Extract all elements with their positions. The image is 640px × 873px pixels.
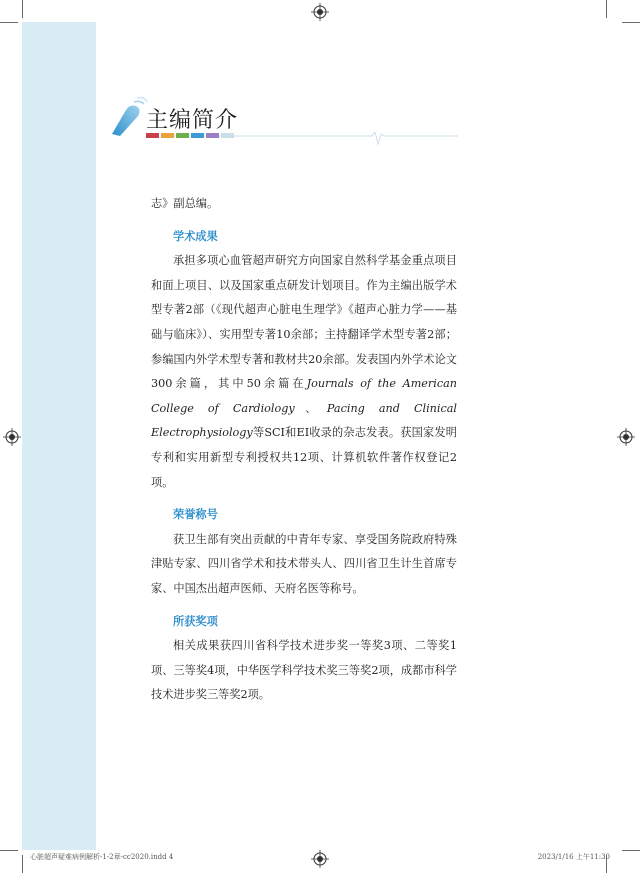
registration-mark-icon [617,428,635,446]
registration-mark-icon [311,850,329,868]
registration-mark-icon [311,3,329,21]
paragraph-text: 等SCI和EI收录的杂志发表。获国家发明专利和实用新型专利授权共12项、计算机软件著作权登记2项。 [151,426,457,489]
crop-mark [22,0,23,18]
section-heading-awards: 所获奖项 [173,614,218,628]
journal-name: Pacing and Clinical Electrophysiology [151,401,457,440]
section-heading-honors: 荣誉称号 [173,508,218,522]
crop-mark [622,22,640,23]
left-color-band [22,22,96,850]
section-heading-academic: 学术成果 [173,229,218,243]
file-slug: 心脏超声疑难病例解析-1-2章-cc2020.indd 4 [30,853,174,861]
color-swatch [206,133,219,138]
section-paragraph-honors: 获卫生部有突出贡献的中青年专家、享受国务院政府特殊津贴专家、四川省学术和技术带头人、四川省卫生计生首席专家、中国杰出超声医师、天府名医等称号。 [151,532,457,595]
section-paragraph-academic [151,249,457,495]
editor-bio-content [151,192,457,708]
paragraph-text: 承担多项心血管超声研究方向国家自然科学基金重点项目和面上项目、以及国家重点研发计划项目。作为主编出版学术型专著2部（《现代超声心脏电生理学》《超声心脏力学——基础与临床》）、实用型专著10余部；主持翻译学术型专著2部；参编国内外学术型专著和教材共20余部。发表国内外学术论文300余篇，其中50余篇在 [151,254,457,391]
crop-mark [0,850,18,851]
color-swatch [176,133,189,138]
registration-mark-icon [3,428,21,446]
journal-name: Journals of the American College of Cardiology [151,377,457,415]
color-swatch [221,133,234,138]
intro-line: 志》副总编。 [151,197,219,210]
color-swatch [161,133,174,138]
section-paragraph-awards: 相关成果获四川省科学技术进步奖一等奖3项、二等奖1项、三等奖4项，中华医学科学技术奖三等奖2项，成都市科学技术进步奖三等奖2项。 [151,639,457,702]
print-timestamp: 2023/1/16 上午11:30 [537,853,610,861]
crop-mark [622,850,640,851]
crop-mark [606,0,607,18]
color-swatch [146,133,159,138]
page-title: 主编简介 [146,108,239,133]
color-swatch [191,133,204,138]
color-strip [146,133,234,138]
separator: 、 [294,401,327,415]
ultrasound-probe-icon [104,96,148,140]
crop-mark [22,855,23,873]
crop-mark [0,22,18,23]
